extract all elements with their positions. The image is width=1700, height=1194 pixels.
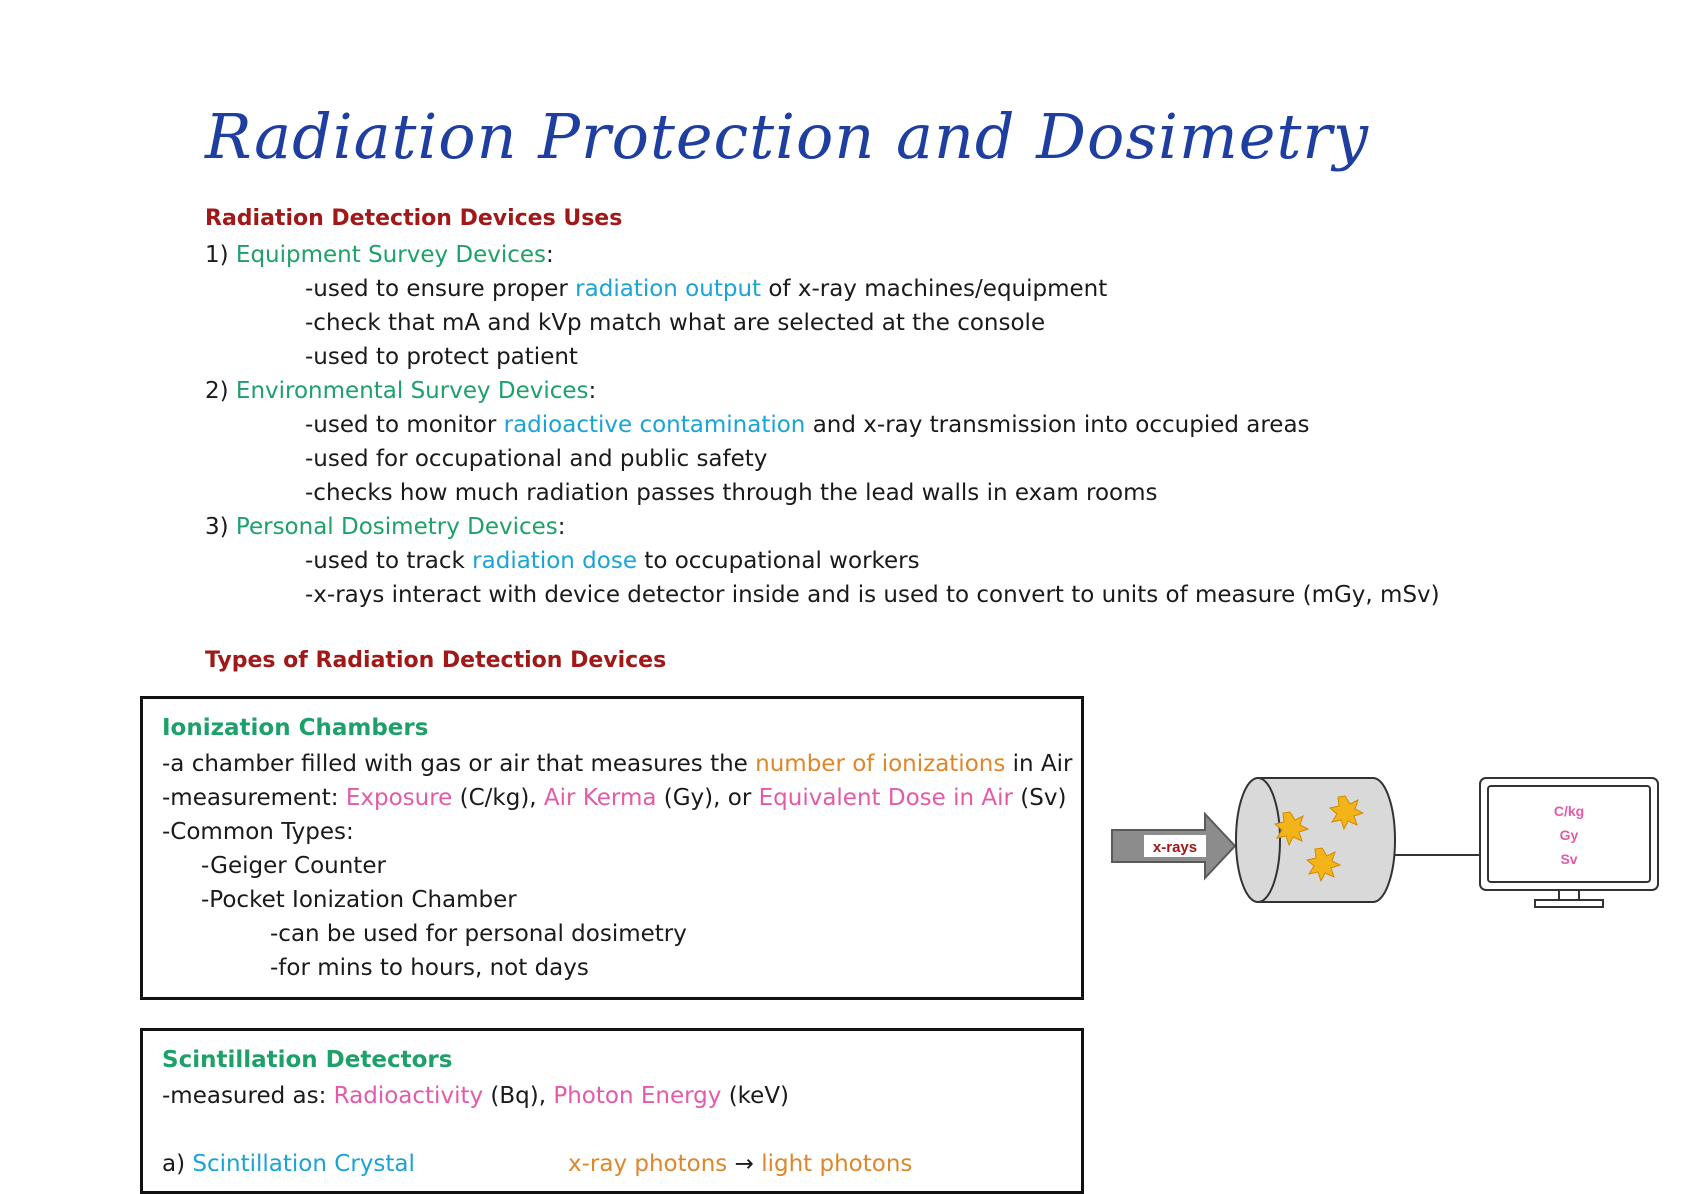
box-line: x-ray photons → light photons — [568, 1151, 913, 1177]
monitor-unit-text: C/kg — [1553, 803, 1585, 819]
list-subitem: -used to track radiation dose to occupational workers — [305, 548, 920, 574]
box-line: -can be used for personal dosimetry — [270, 921, 687, 947]
ionization-chamber-diagram — [1100, 760, 1660, 920]
list-subitem: -checks how much radiation passes through the lead walls in exam rooms — [305, 480, 1158, 506]
list-item-personal-dosimetry: 3) Personal Dosimetry Devices: — [205, 514, 566, 540]
box-line: -Common Types: — [162, 819, 354, 845]
box-line: -a chamber filled with gas or air that measures the number of ionizations in Air — [162, 751, 1073, 777]
list-subitem: -used to monitor radioactive contamination and x-ray transmission into occupied areas — [305, 412, 1310, 438]
box-heading: Scintillation Detectors — [162, 1047, 453, 1073]
ionization-chambers-box — [140, 696, 1084, 1000]
monitor-unit-text: Sv — [1560, 851, 1578, 867]
list-item-equipment-survey: 1) Equipment Survey Devices: — [205, 242, 554, 268]
scintillation-detectors-box — [140, 1028, 1084, 1194]
list-subitem: -check that mA and kVp match what are selected at the console — [305, 310, 1046, 336]
list-item-environmental-survey: 2) Environmental Survey Devices: — [205, 378, 597, 404]
box-line: -for mins to hours, not days — [270, 955, 589, 981]
box-line: -Geiger Counter — [201, 853, 386, 879]
section-heading-types: Types of Radiation Detection Devices — [205, 648, 667, 673]
chamber-cylinder-icon — [1236, 778, 1395, 902]
list-subitem: -used to protect patient — [305, 344, 578, 370]
monitor-unit-text: Gy — [1559, 827, 1579, 843]
box-line: -measurement: Exposure (C/kg), Air Kerma (Gy), or Equivalent Dose in Air (Sv) — [162, 785, 1067, 811]
box-line: -Pocket Ionization Chamber — [201, 887, 517, 913]
box-heading: Ionization Chambers — [162, 715, 429, 741]
box-line: a) Scintillation Crystal — [162, 1151, 415, 1177]
list-subitem: -used for occupational and public safety — [305, 446, 768, 472]
list-subitem: -used to ensure proper radiation output of x-ray machines/equipment — [305, 276, 1108, 302]
list-subitem: -x-rays interact with device detector inside and is used to convert to units of measure (mGy, mSv) — [305, 582, 1440, 608]
box-line: -measured as: Radioactivity (Bq), Photon Energy (keV) — [162, 1083, 790, 1109]
page-title: Radiation Protection and Dosimetry — [205, 100, 1370, 173]
section-heading-uses: Radiation Detection Devices Uses — [205, 206, 623, 231]
xrays-label: x-rays — [1152, 839, 1198, 856]
